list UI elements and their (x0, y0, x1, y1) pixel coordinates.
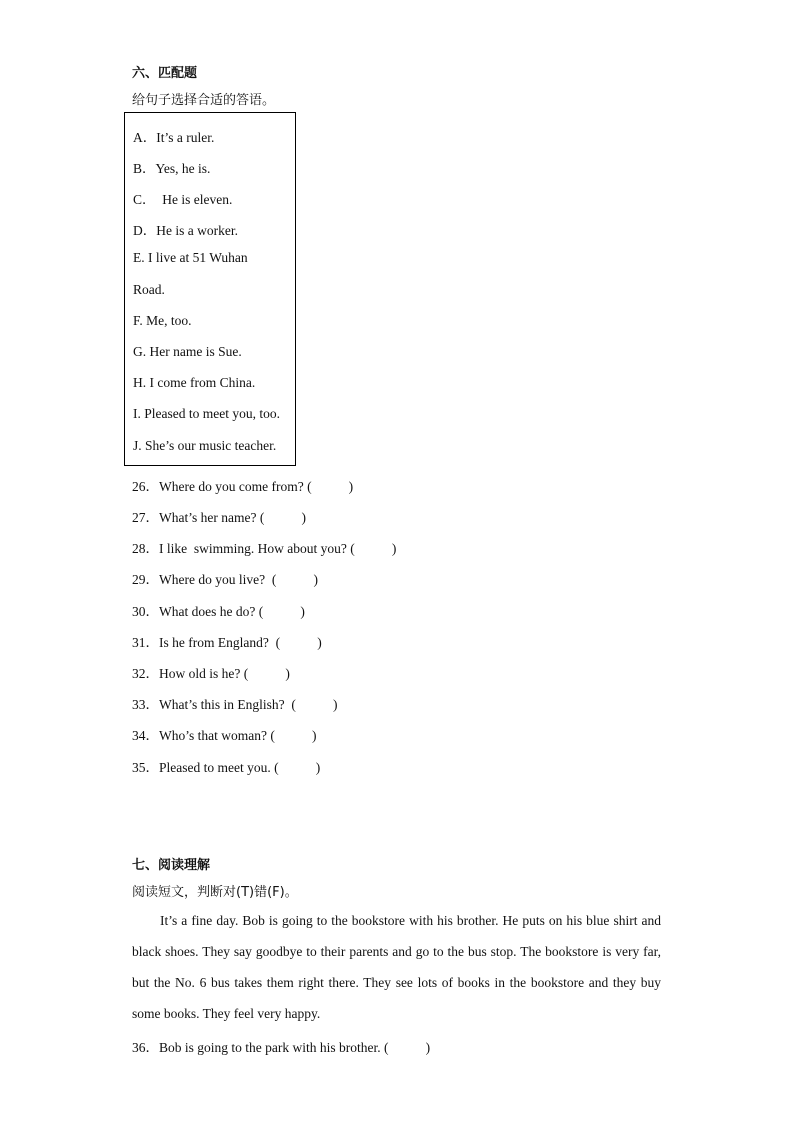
section-7-title: 七、阅读理解 (132, 858, 211, 873)
option-b: B．Yes, he is. (133, 161, 211, 176)
section-7-instruction: 阅读短文，判断对(T)错(F)。 (132, 885, 298, 900)
option-d: D．He is a worker. (133, 223, 238, 238)
question-33: 33．What’s this in English? ( ) (132, 697, 338, 712)
option-f: F. Me, too. (133, 313, 192, 328)
option-i: I. Pleased to meet you, too. (133, 406, 280, 421)
section-6-title: 六、匹配题 (132, 66, 198, 81)
option-e: E. I live at 51 Wuhan (133, 250, 248, 265)
answer-options-box (124, 112, 296, 466)
option-e-continued: Road. (133, 282, 165, 297)
option-h: H. I come from China. (133, 375, 256, 390)
question-27: 27．What’s her name? ( ) (132, 510, 306, 525)
option-c: C． He is eleven. (133, 192, 233, 207)
question-28: 28．I like swimming. How about you? ( ) (132, 541, 397, 556)
option-a: A．It’s a ruler. (133, 130, 215, 145)
section-6-instruction: 给句子选择合适的答语。 (132, 93, 276, 108)
question-26: 26．Where do you come from? ( ) (132, 479, 354, 494)
question-34: 34．Who’s that woman? ( ) (132, 728, 317, 743)
question-35: 35．Pleased to meet you. ( ) (132, 760, 321, 775)
reading-passage: It’s a fine day. Bob is going to the bookstore with his brother. He puts on his blue shirt and black shoes. They say goodbye to their parents and go to the bus stop. The bookstore is very far, but the No. 6 bus takes them right there. They see lots of books in the bookstore and they buy some books. They feel very happy. (132, 913, 661, 1021)
question-30: 30．What does he do? ( ) (132, 604, 305, 619)
question-32: 32．How old is he? ( ) (132, 666, 290, 681)
option-j: J. She’s our music teacher. (133, 438, 277, 453)
option-g: G. Her name is Sue. (133, 344, 242, 359)
question-31: 31．Is he from England? ( ) (132, 635, 322, 650)
question-36: 36．Bob is going to the park with his brother. ( ) (132, 1040, 431, 1055)
question-29: 29．Where do you live? ( ) (132, 572, 318, 587)
